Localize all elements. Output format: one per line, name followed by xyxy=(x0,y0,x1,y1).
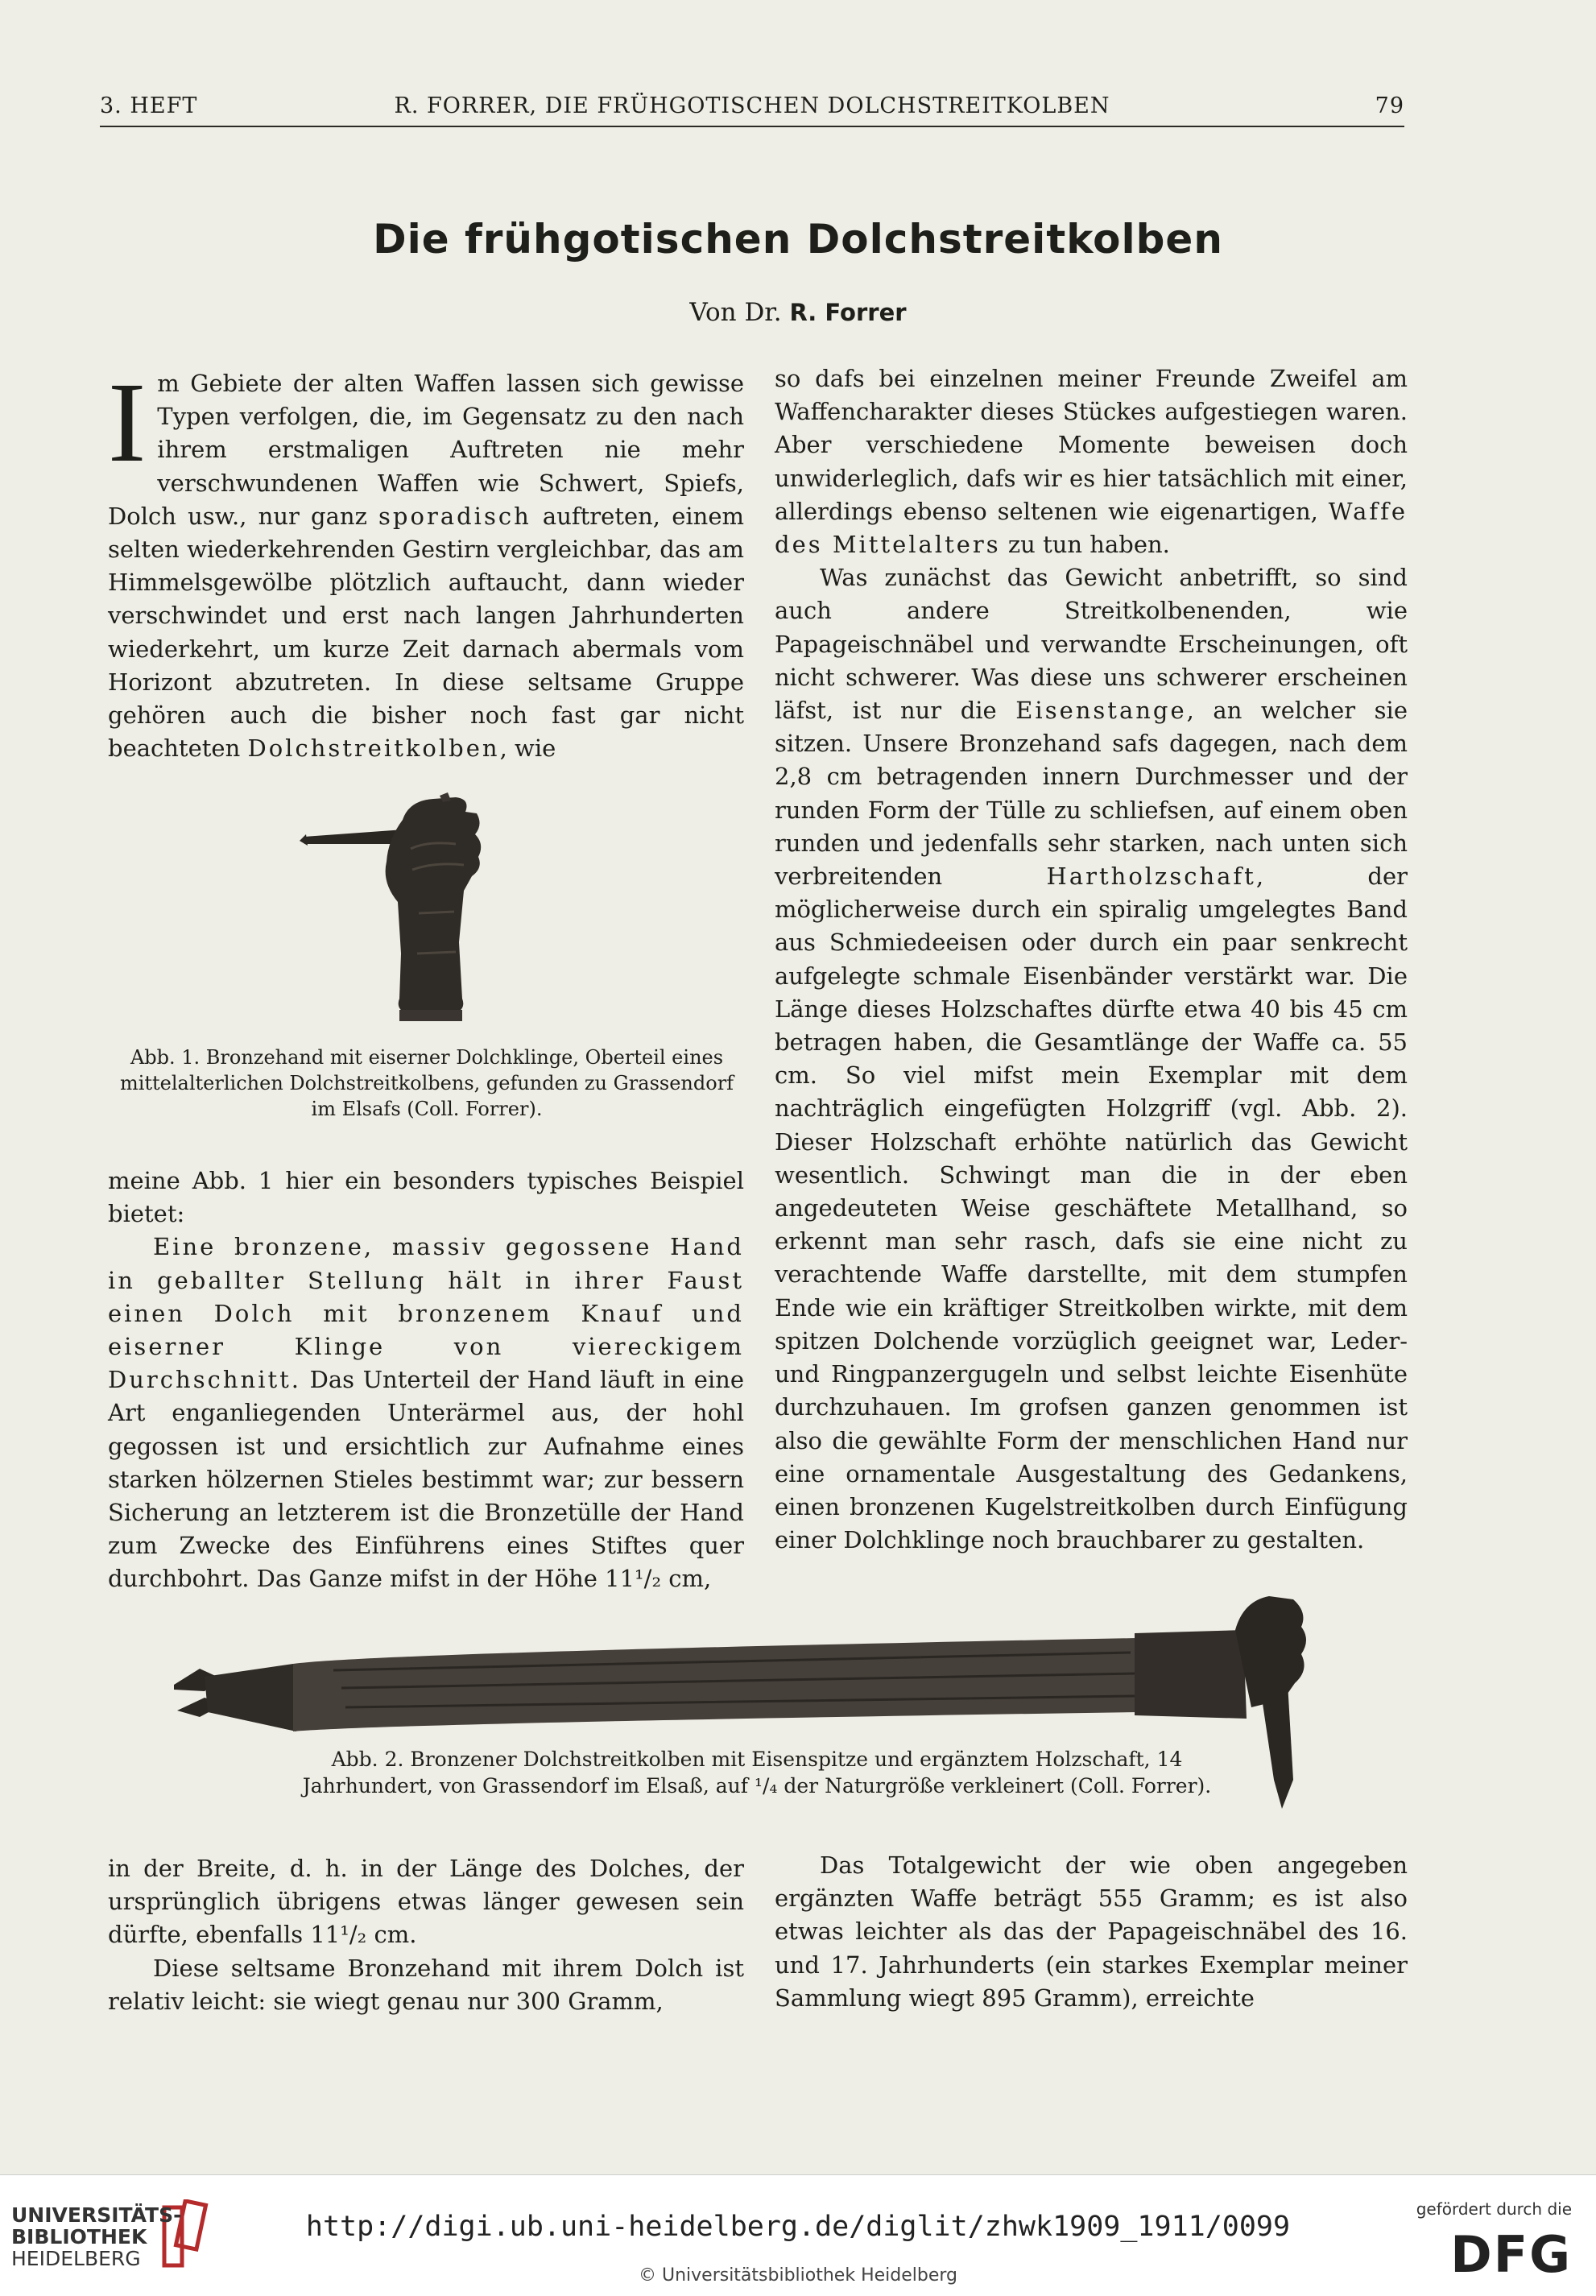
article-author xyxy=(0,298,1596,327)
column-right-top xyxy=(775,362,1408,1557)
intro-paragraph: Im Gebiete der alten Waffen lassen sich gewisse Typen verfolgen, die, im Gegensatz zu den nach ihrem erstmaligen Auftreten nie mehr verschwundenen Waffen wie Schwert, Spiefs, Dolch usw., nur ganz sporadisch auftreten, einem selten wiederkehrenden Gestirn vergleichbar, das am Himmelsgewölbe plötzlich auftaucht, dann wieder verschwindet und erst nach langen Jahrhunderten wiederkehrt, um kurze Zeit darnach abermals vom Horizont abzutreten. In diese seltsame Gruppe gehören auch die bisher noch fast gar nicht beachteten Dolchstreitkolben, wie xyxy=(108,358,744,763)
column-right-bottom xyxy=(775,1849,1408,2015)
copyright-notice: © Universitätsbibliothek Heidelberg xyxy=(638,2265,957,2286)
paragraph: Eine bronzene, massiv gegossene Hand in geballter Stellung hält in ihrer Faust einen Dolch mit bronzenem Knauf und eiserner Klinge von viereckigem Durchschnitt. Das Unterteil der Hand läuft in eine Art enganliegenden Unterärmel aus, der hohl gegossen ist und ersichtlich zur Aufnahme eines starken hölzernen Stieles bestimmt war; zur bessern Sicherung an letzterem ist die Bronzetülle der Hand zum Zwecke des Einführens eines Stiftes quer durchbohrt. Das Ganze mifst in der Höhe 11¹/₂ cm, xyxy=(108,1233,744,1593)
drop-cap: I xyxy=(108,358,147,486)
funder-note: gefördert durch die xyxy=(1416,2199,1572,2219)
author-prefix: Von Dr. xyxy=(689,298,782,327)
author-name: R. Forrer xyxy=(789,299,907,326)
column-left-bottom xyxy=(108,1852,744,2018)
viewer-footer xyxy=(0,2174,1596,2296)
paragraph: Diese seltsame Bronzehand mit ihrem Dolch ist relativ leicht: sie wiegt genau nur 300 Gramm, xyxy=(108,1954,744,2015)
paragraph: meine Abb. 1 hier ein besonders typisches Beispiel bietet: xyxy=(108,1167,744,1228)
paragraph: Das Totalgewicht der wie oben angegeben ergänzten Waffe beträgt 555 Gramm; es ist also etwas leichter als das der Papageischnäbel des 16. und 17. Jahrhunderts (ein starkes Exemplar meiner Sammlung wiegt 895 Gramm), erreichte xyxy=(775,1851,1408,2012)
running-header xyxy=(100,90,1404,127)
paragraph: in der Breite, d. h. in der Länge des Dolches, der ursprünglich übrigens etwas länger gewesen sein dürfte, ebenfalls 11¹/₂ cm. xyxy=(108,1855,744,1949)
page-number: 79 xyxy=(1375,93,1404,118)
paragraph: Was zunächst das Gewicht anbetrifft, so sind auch andere Streitkolbenenden, wie Papageischnäbel und verwandte Erscheinungen, oft nicht schwerer. Was diese uns schwerer erscheinen läfst, ist nur die Eisenstange, an welcher sie sitzen. Unsere Bronzehand safs dagegen, nach dem 2,8 cm betragenden innern Durchmesser und der runden Form der Tülle zu schliefsen, auf einem oben runden und jedenfalls sehr starken, nach unten sich verbreitenden Hartholzschaft, der möglicherweise durch ein spiralig umgelegtes Band aus Schmiedeeisen oder durch ein paar senkrecht aufgelegte schmale Eisenbänder verstärkt war. Die Länge dieses Holzschaftes dürfte etwa 40 bis 45 cm betragen haben, die Gesamtlänge der Waffe ca. 55 cm. So viel mifst mein Exemplar mit dem nachträglich eingefügten Holzgriff (vgl. Abb. 2). Dieser Holzschaft erhöhte natürlich das Gewicht wesentlich. Schwingt man die in der eben angedeuteten Weise geschäftete Metallhand, so erkennt man sehr rasch, dafs sie eine nicht zu verachtende Waffe darstellte, mit dem stumpfen Ende wie ein kräftiger Streitkolben wirkte, mit dem spitzen Dolchende vorzüglich geeignet war, Leder- und Ringpanzergugeln und selbst leichte Eisenhüte durchzuhauen. Im grofsen ganzen genommen ist also die gewählte Form der menschlichen Hand nur eine ornamentale Ausgestaltung des Gedankens, einen bronzenen Kugelstreitkolben durch Einfügung einer Dolchklinge noch brauchbarer zu gestalten. xyxy=(775,564,1408,1554)
issue-label: 3. HEFT xyxy=(100,93,198,118)
column-left-mid xyxy=(108,1165,744,1596)
figure-2-caption: Abb. 2. Bronzener Dolchstreitkolben mit Eisenspitze und ergänztem Holzschaft, 14 Jahrhundert, von Grassendorf im Elsaß, auf ¹/₄ der Naturgröße verkleinert (Coll. Forrer). xyxy=(302,1748,1212,1797)
paragraph: so dafs bei einzelnen meiner Freunde Zweifel am Waffencharakter dieses Stückes aufgestiegen waren. Aber verschiedene Momente beweisen doch unwiderleglich, dafs wir es hier tatsächlich mit einer, allerdings ebenso seltenen wie eigenartigen, Waffe des Mittelalters zu tun haben. xyxy=(775,365,1408,559)
running-title: R. FORRER, DIE FRÜHGOTISCHEN DOLCHSTREITKOLBEN xyxy=(394,93,1110,118)
column-left-top xyxy=(108,358,744,765)
figure-1-image xyxy=(298,792,531,1034)
permalink-url[interactable]: http://digi.ub.uni-heidelberg.de/diglit/zhwk1909_1911/0099 xyxy=(305,2211,1291,2243)
dfg-logo[interactable]: DFG xyxy=(1450,2225,1572,2284)
figure-1-caption: Abb. 1. Bronzehand mit eiserner Dolchklinge, Oberteil eines mittelalterlichen Dolchstreitkolbens, gefunden zu Grassendorf im Elsafs (Coll. Forrer). xyxy=(119,1046,734,1120)
library-name[interactable]: UNIVERSITÄTS- BIBLIOTHEK HEIDELBERG xyxy=(11,2203,182,2270)
article-title: Die frühgotischen Dolchstreitkolben xyxy=(373,216,1223,263)
